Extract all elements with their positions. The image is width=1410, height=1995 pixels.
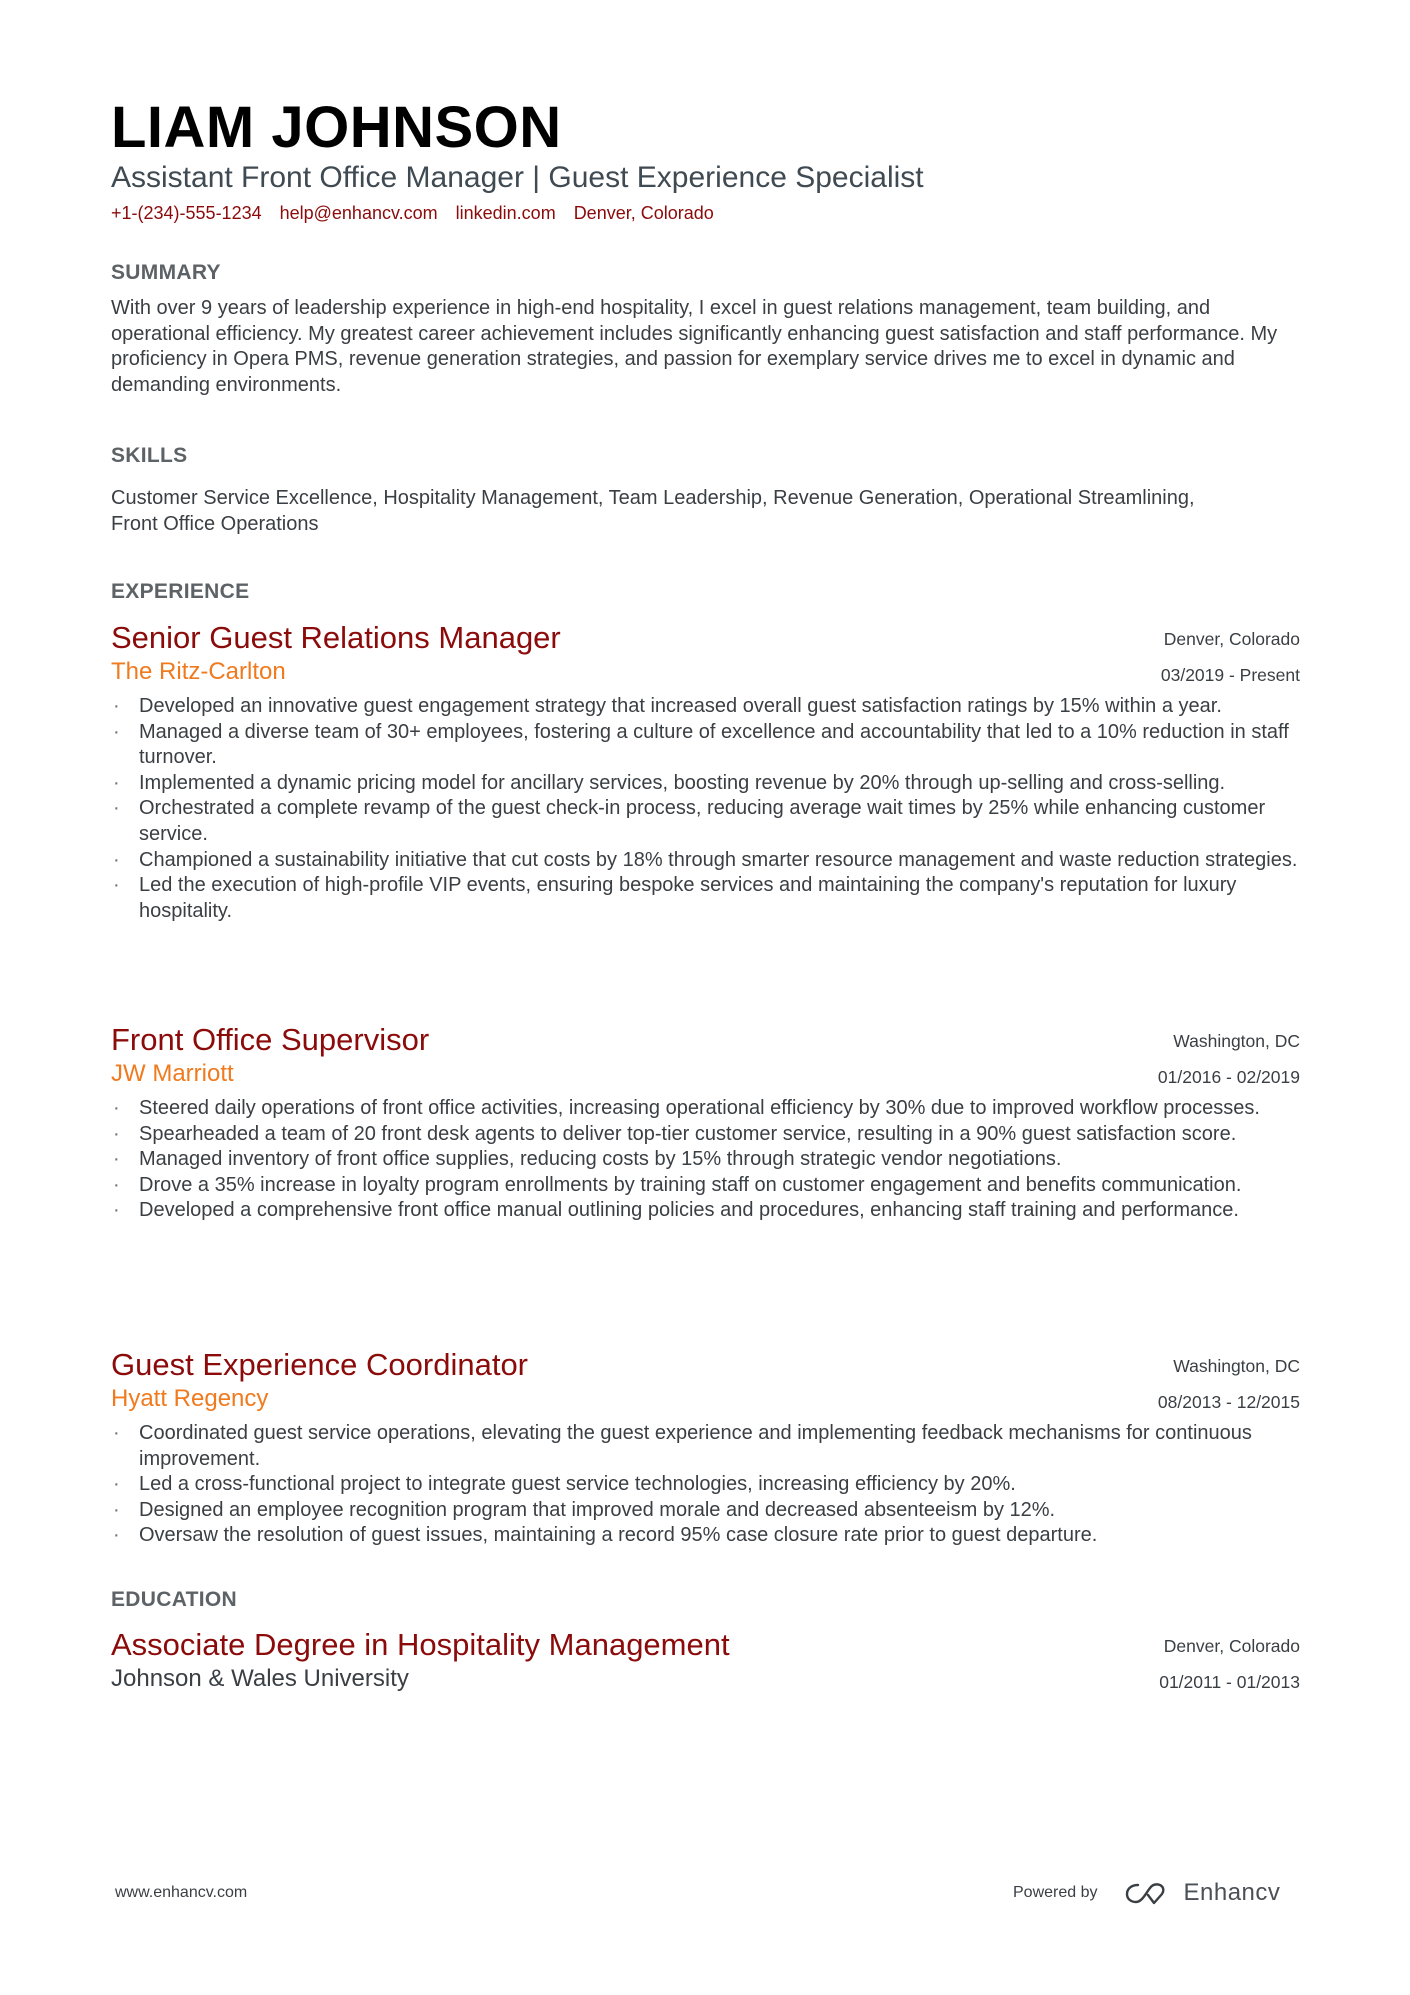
job-company: Hyatt Regency: [111, 1385, 269, 1412]
summary-heading: SUMMARY: [111, 261, 221, 284]
bullet-item: · Developed a comprehensive front office manual outlining policies and procedures, enhancing staff training and performance.: [111, 1198, 1300, 1224]
job-bullets: [111, 1096, 1300, 1224]
job-location: Denver, Colorado: [1163, 629, 1300, 649]
school-name: Johnson & Wales University: [111, 1665, 409, 1692]
contact-info: [111, 201, 732, 225]
bullet-item: · Championed a sustainability initiative that cut costs by 18% through smarter resource management and waste reduction strategies.: [111, 848, 1300, 874]
job-title: Guest Experience Coordinator: [111, 1347, 529, 1382]
bullet-item: · Drove a 35% increase in loyalty program enrollments by training staff on customer engagement and benefits communication.: [111, 1173, 1300, 1199]
education-heading: EDUCATION: [111, 1588, 237, 1611]
job-dates: 03/2019 - Present: [1160, 665, 1300, 685]
footer-website[interactable]: www.enhancv.com: [115, 1884, 248, 1901]
summary-text: With over 9 years of leadership experience in high-end hospitality, I excel in guest relations management, team building, and operational efficiency. My greatest career achievement includes significantly enhancing guest satisfaction and staff performance. My proficiency in Opera PMS, revenue generation strategies, and passion for exemplary service drives me to excel in dynamic and demanding environments.: [111, 297, 1278, 396]
bullet-item: · Steered daily operations of front office activities, increasing operational efficiency by 30% due to improved workflow processes.: [111, 1096, 1300, 1122]
bullet-item: · Developed an innovative guest engagement strategy that increased overall guest satisfaction ratings by 15% within a year.: [111, 694, 1300, 720]
contact-location: Denver, Colorado: [573, 203, 714, 223]
bullet-item: · Oversaw the resolution of guest issues, maintaining a record 95% case closure rate prior to guest departure.: [111, 1523, 1300, 1549]
candidate-name: LIAM JOHNSON: [111, 95, 562, 160]
bullet-item: · Managed a diverse team of 30+ employees, fostering a culture of excellence and accountability that led to a 10% reduction in staff turnover.: [111, 720, 1300, 771]
bullet-item: · Led a cross-functional project to integrate guest service technologies, increasing efficiency by 20%.: [111, 1472, 1300, 1498]
bullet-item: · Managed inventory of front office supplies, reducing costs by 15% through strategic vendor negotiations.: [111, 1147, 1300, 1173]
bullet-item: · Coordinated guest service operations, elevating the guest experience and implementing feedback mechanisms for continuous improvement.: [111, 1421, 1300, 1472]
job-company: The Ritz-Carlton: [111, 658, 286, 685]
degree-title: Associate Degree in Hospitality Management: [111, 1627, 730, 1662]
enhancv-logo-icon: [1124, 1881, 1172, 1905]
job-dates: 08/2013 - 12/2015: [1157, 1392, 1300, 1412]
powered-by-label: Powered by: [1013, 1884, 1098, 1901]
enhancv-logo-text: Enhancv: [1183, 1879, 1281, 1906]
contact-linkedin[interactable]: linkedin.com: [455, 203, 556, 223]
bullet-item: · Designed an employee recognition program that improved morale and decreased absenteeism by 12%.: [111, 1498, 1300, 1524]
education-entry: [111, 1627, 1300, 1695]
contact-email[interactable]: help@enhancv.com: [279, 203, 438, 223]
bullet-item: · Led the execution of high-profile VIP events, ensuring bespoke services and maintaining the company's reputation for luxury hospitality.: [111, 873, 1300, 924]
experience-entry: [111, 620, 1300, 924]
experience-heading: EXPERIENCE: [111, 580, 250, 603]
skills-text: Customer Service Excellence, Hospitality Management, Team Leadership, Revenue Generation, Operational Streamlining, Front Office Operations: [111, 487, 1195, 535]
experience-entry: [111, 1022, 1300, 1224]
job-location: Washington, DC: [1173, 1031, 1300, 1051]
job-dates: 01/2016 - 02/2019: [1157, 1067, 1300, 1087]
job-bullets: [111, 1421, 1300, 1549]
job-location: Washington, DC: [1173, 1356, 1300, 1376]
job-company: JW Marriott: [111, 1060, 234, 1087]
job-title: Front Office Supervisor: [111, 1022, 430, 1057]
education-dates: 01/2011 - 01/2013: [1159, 1672, 1300, 1692]
job-title: Senior Guest Relations Manager: [111, 620, 561, 655]
bullet-item: · Orchestrated a complete revamp of the guest check-in process, reducing average wait times by 25% while enhancing customer service.: [111, 796, 1300, 847]
bullet-item: · Implemented a dynamic pricing model for ancillary services, boosting revenue by 20% through up-selling and cross-selling.: [111, 771, 1300, 797]
contact-phone[interactable]: +1-(234)-555-1234: [111, 203, 262, 223]
skills-heading: SKILLS: [111, 444, 188, 467]
candidate-title: Assistant Front Office Manager | Guest Experience Specialist: [111, 161, 924, 194]
job-bullets: [111, 694, 1300, 924]
bullet-item: · Spearheaded a team of 20 front desk agents to deliver top-tier customer service, resulting in a 90% guest satisfaction score.: [111, 1122, 1300, 1148]
experience-entry: [111, 1347, 1300, 1549]
footer-branding[interactable]: [1013, 1880, 1280, 1906]
education-location: Denver, Colorado: [1163, 1636, 1300, 1656]
